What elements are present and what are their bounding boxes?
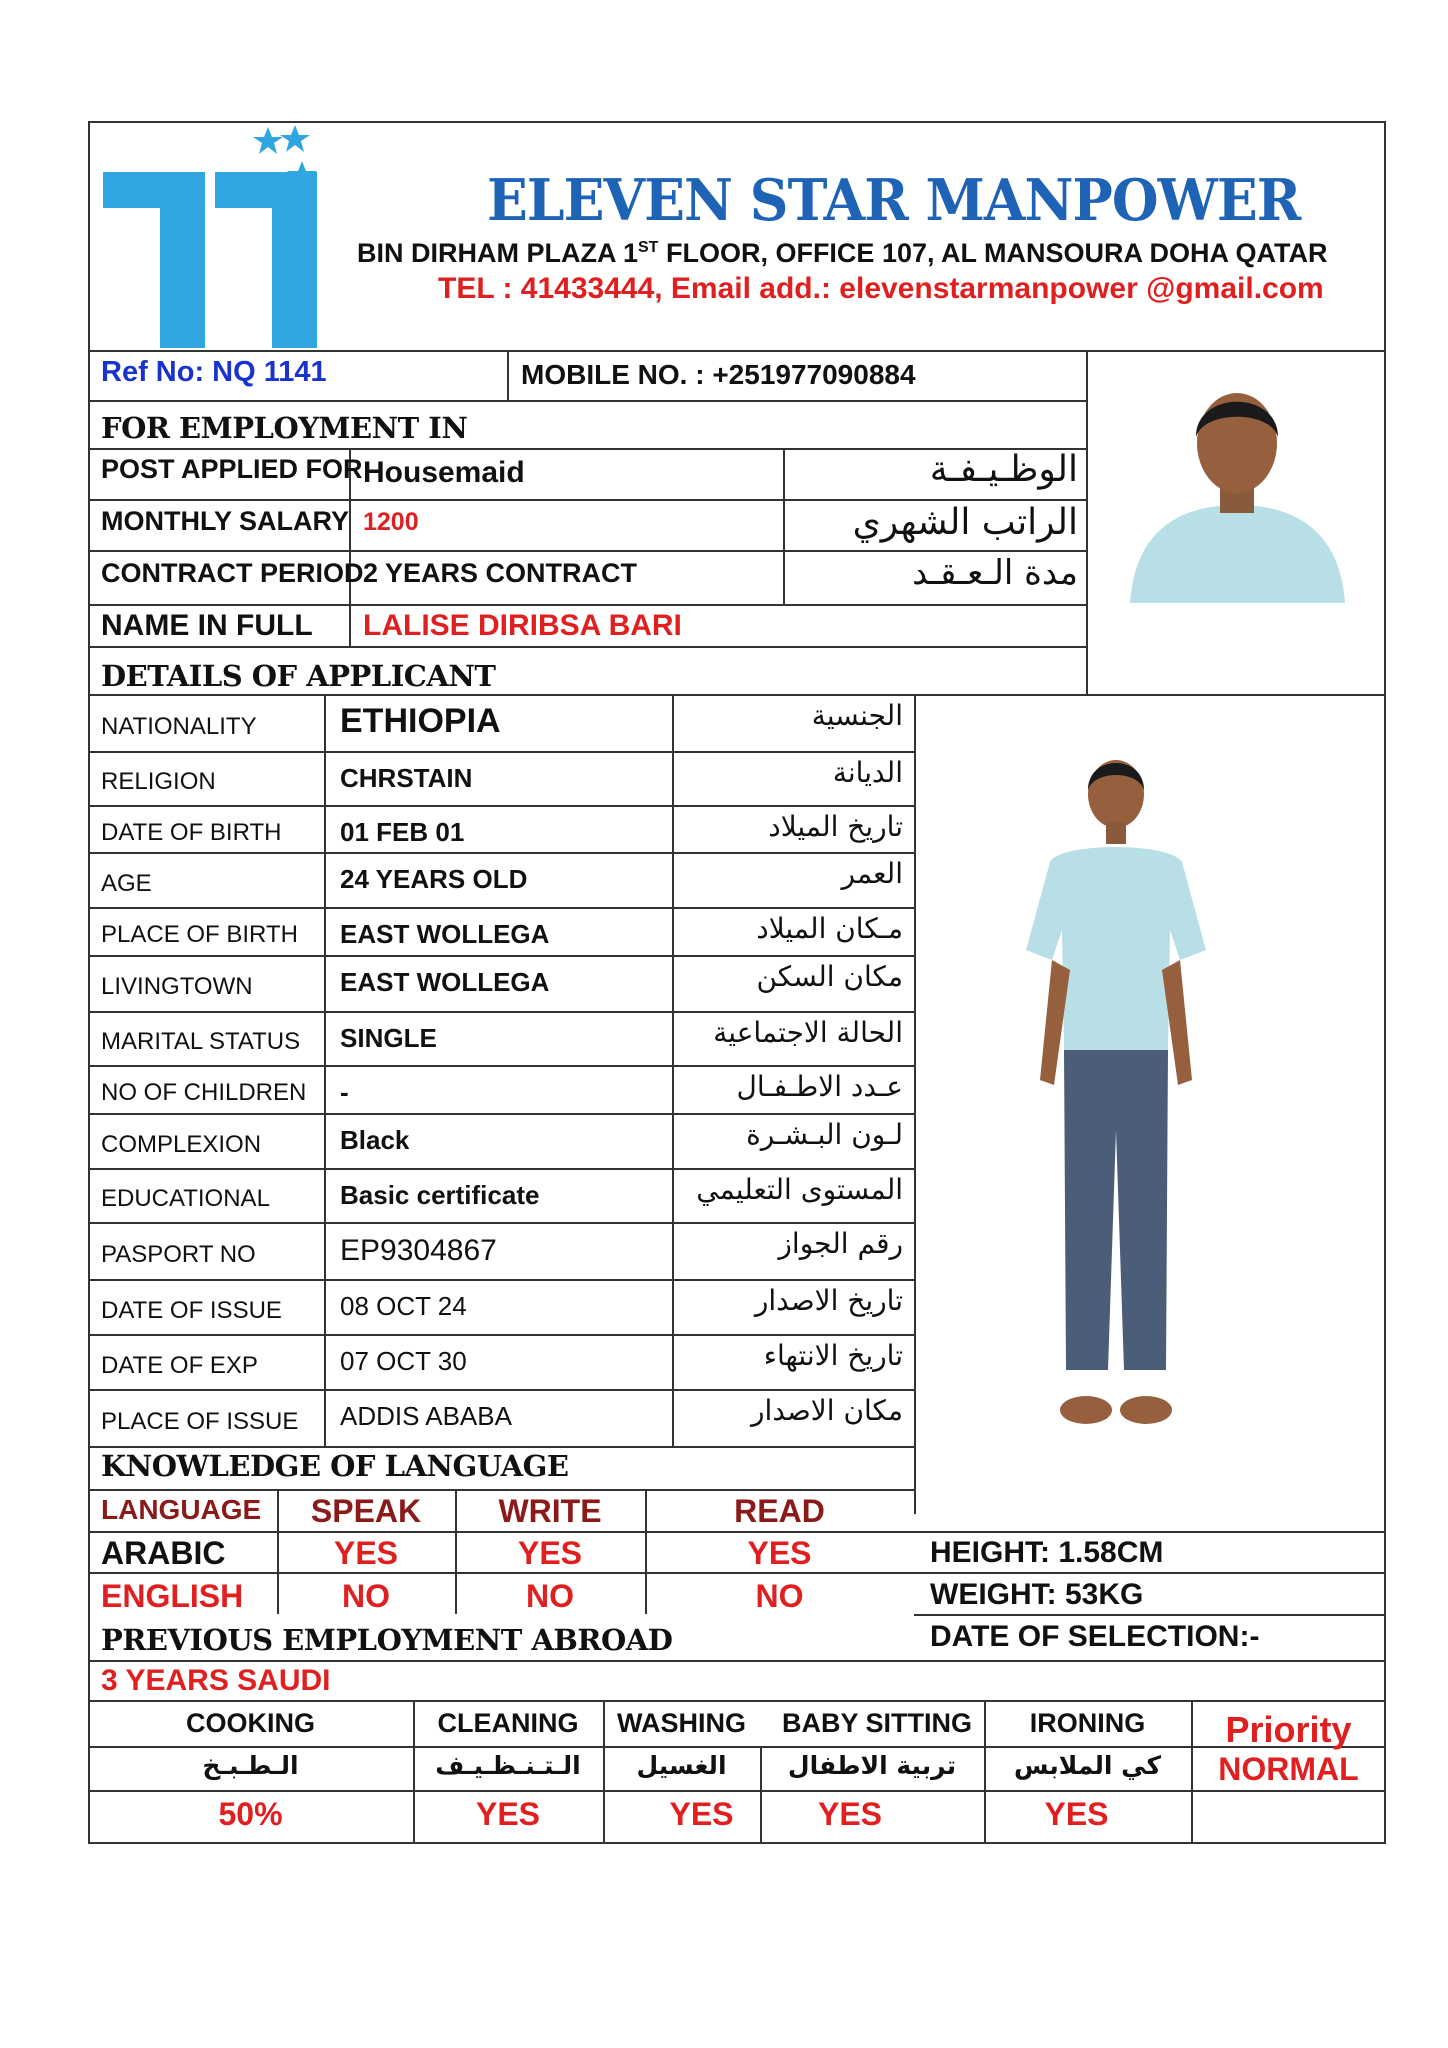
company-contact: TEL : 41433444, Email add.: elevenstarmanpower @gmail.com — [438, 272, 1324, 305]
skill-cleaning-value: YES — [475, 1796, 541, 1832]
arabic-language: ARABIC — [101, 1535, 226, 1571]
skill-cooking-label: COOKING — [185, 1708, 315, 1738]
detail-value: EAST WOLLEGA — [340, 919, 550, 949]
skill-babysitting-arabic: تربية الاطفال — [787, 1751, 957, 1780]
english-read: NO — [755, 1578, 804, 1614]
detail-value: ADDIS ABABA — [340, 1401, 512, 1431]
detail-value: Black — [340, 1125, 410, 1155]
skill-ironing-label: IRONING — [1029, 1708, 1146, 1738]
height-value: HEIGHT: 1.58CM — [930, 1536, 1164, 1569]
detail-value: CHRSTAIN — [340, 763, 473, 793]
detail-value: EAST WOLLEGA — [340, 967, 550, 997]
star-icon — [287, 161, 317, 188]
detail-value: 07 OCT 30 — [340, 1346, 467, 1376]
detail-label: MARITAL STATUS — [101, 1028, 301, 1055]
name-label: NAME IN FULL — [101, 609, 313, 642]
detail-label: AGE — [101, 869, 152, 897]
detail-value: 08 OCT 24 — [340, 1291, 467, 1321]
detail-label: PLACE OF ISSUE — [101, 1407, 299, 1435]
detail-arabic: الديانة — [832, 756, 903, 789]
language-title: KNOWLEDGE OF LANGUAGE — [101, 1449, 569, 1483]
detail-arabic: المستوى التعليمي — [696, 1173, 903, 1206]
salary-value: 1200 — [363, 508, 419, 536]
detail-label: LIVINGTOWN — [101, 973, 253, 1000]
ref-number: Ref No: NQ 1141 — [101, 356, 327, 388]
mobile-number: MOBILE NO. : +251977090884 — [521, 359, 916, 390]
company-name: ELEVEN STAR MANPOWER — [487, 167, 1301, 234]
skill-washing-value: YES — [669, 1796, 734, 1832]
detail-arabic: تاريخ الانتهاء — [763, 1339, 903, 1372]
portrait-photo — [1120, 355, 1354, 603]
skill-washing-arabic: الغسيل — [636, 1751, 727, 1780]
detail-label: EDUCATIONAL — [101, 1185, 270, 1212]
detail-value: 01 FEB 01 — [340, 817, 465, 847]
detail-label: PASPORT NO — [101, 1240, 256, 1268]
skill-babysitting-value: YES — [817, 1796, 883, 1832]
skill-babysitting-label: BABY SITTING — [781, 1708, 972, 1738]
contract-arabic: مدة الـعـقـد — [912, 553, 1078, 593]
skill-cooking-arabic: الـطـبـخ — [202, 1751, 299, 1780]
detail-arabic: رقم الجواز — [778, 1227, 903, 1260]
full-body-photo — [1010, 750, 1222, 1440]
detail-value: SINGLE — [340, 1023, 437, 1053]
detail-arabic: مـكان الميلاد — [756, 912, 903, 945]
star-icon — [253, 127, 283, 154]
company-logo — [100, 125, 325, 350]
skill-cooking-value: 50% — [218, 1796, 283, 1832]
post-arabic: الوظـيـفـة — [929, 449, 1078, 490]
english-write: NO — [526, 1578, 574, 1614]
employment-title: FOR EMPLOYMENT IN — [101, 411, 468, 445]
detail-arabic: العمر — [841, 857, 903, 890]
detail-arabic: الحالة الاجتماعية — [713, 1016, 903, 1049]
post-value: Housemaid — [363, 456, 525, 489]
write-header: WRITE — [498, 1493, 602, 1529]
detail-arabic: تاريخ الاصدار — [754, 1284, 903, 1317]
arabic-read: YES — [747, 1535, 812, 1571]
english-speak: NO — [342, 1578, 390, 1614]
detail-label: NO OF CHILDREN — [101, 1079, 307, 1106]
weight-value: WEIGHT: 53KG — [930, 1578, 1144, 1611]
details-title: DETAILS OF APPLICANT — [101, 659, 496, 693]
skill-cleaning-label: CLEANING — [437, 1708, 579, 1738]
detail-label: RELIGION — [101, 768, 216, 795]
skill-washing-label: WASHING — [616, 1708, 746, 1738]
detail-value: 24 YEARS OLD — [340, 864, 528, 894]
detail-arabic: الجنسية — [811, 699, 903, 732]
detail-arabic: عـدد الاطـفـال — [736, 1070, 903, 1103]
arabic-speak: YES — [333, 1535, 399, 1571]
detail-label: COMPLEXION — [101, 1130, 262, 1158]
previous-title: PREVIOUS EMPLOYMENT ABROAD — [101, 1623, 673, 1657]
priority-label: Priority — [1225, 1709, 1352, 1750]
contract-label: CONTRACT PERIOD — [101, 558, 364, 588]
language-header: LANGUAGE — [101, 1494, 262, 1525]
read-header: READ — [734, 1493, 825, 1529]
detail-value: Basic certificate — [340, 1180, 540, 1210]
skill-ironing-arabic: كي الملابس — [1014, 1751, 1161, 1780]
skill-ironing-value: YES — [1044, 1796, 1109, 1832]
salary-label: MONTHLY SALARY — [101, 506, 350, 536]
salary-arabic: الراتب الشهري — [852, 502, 1078, 543]
detail-label: DATE OF BIRTH — [101, 818, 282, 846]
skill-cleaning-arabic: الـتـنـظـيـف — [435, 1751, 581, 1780]
previous-value: 3 YEARS SAUDI — [101, 1664, 331, 1697]
speak-header: SPEAK — [310, 1493, 422, 1529]
contract-value: 2 YEARS CONTRACT — [363, 558, 638, 588]
detail-arabic: تاريخ الميلاد — [768, 810, 903, 843]
detail-arabic: مكان السكن — [756, 960, 903, 993]
detail-value: - — [340, 1077, 349, 1107]
company-address: BIN DIRHAM PLAZA 1ST FLOOR, OFFICE 107, AL MANSOURA DOHA QATAR — [357, 238, 1328, 268]
detail-label: NATIONALITY — [101, 712, 257, 740]
detail-label: PLACE OF BIRTH — [101, 921, 298, 948]
detail-arabic: لـون البـشـرة — [746, 1118, 903, 1151]
star-icon — [280, 125, 310, 152]
arabic-write: YES — [517, 1535, 583, 1571]
detail-value: EP9304867 — [340, 1234, 497, 1267]
name-value: LALISE DIRIBSA BARI — [363, 609, 682, 642]
selection-date: DATE OF SELECTION:- — [930, 1620, 1260, 1653]
detail-arabic: مكان الاصدار — [751, 1394, 903, 1427]
english-language: ENGLISH — [101, 1578, 244, 1614]
detail-value: ETHIOPIA — [340, 702, 501, 740]
detail-label: DATE OF EXP — [101, 1351, 258, 1379]
post-label: POST APPLIED FOR — [101, 454, 363, 484]
detail-label: DATE OF ISSUE — [101, 1296, 282, 1324]
priority-value: NORMAL — [1218, 1751, 1359, 1787]
